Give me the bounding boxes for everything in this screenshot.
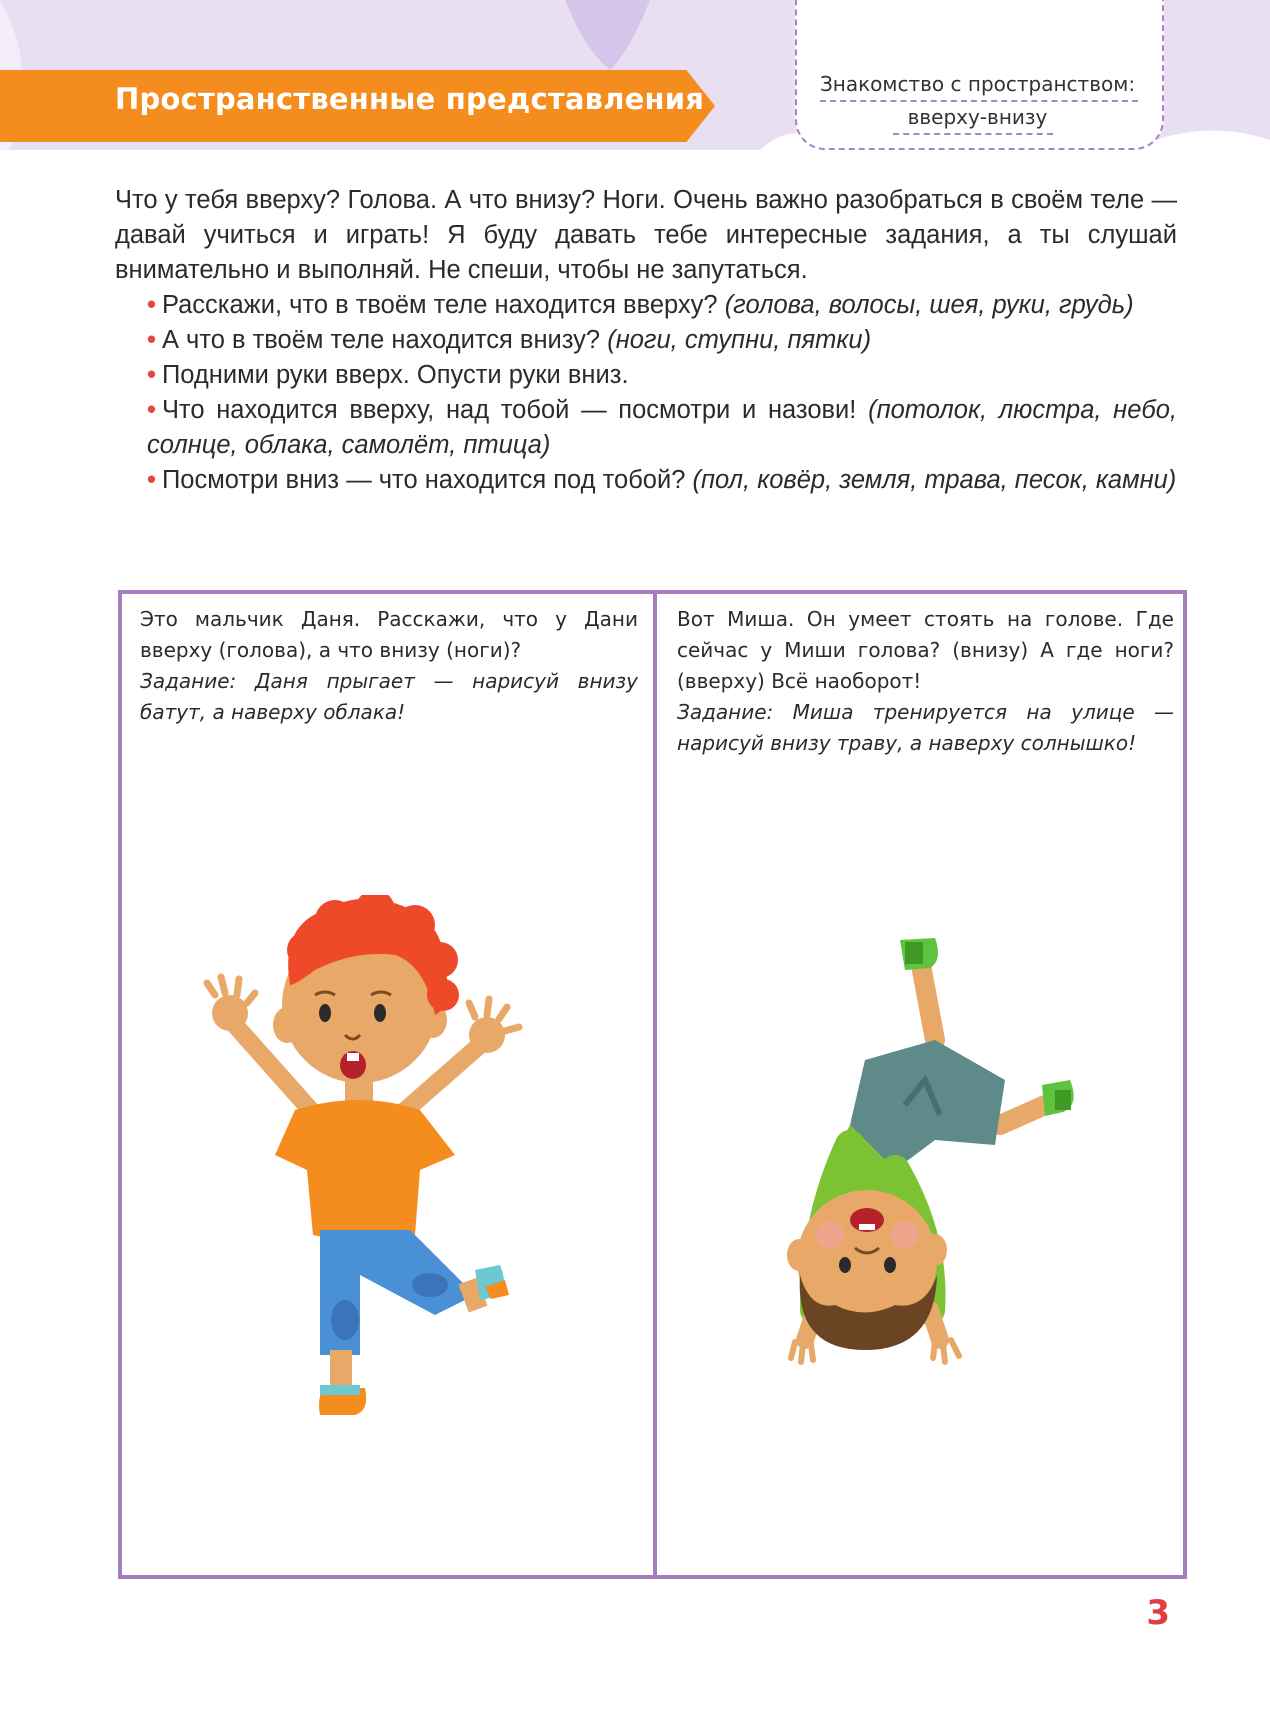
page-number: 3 bbox=[1146, 1593, 1170, 1633]
bullet-icon: • bbox=[147, 291, 156, 319]
bullet-icon: • bbox=[147, 466, 156, 494]
list-item: • Подними руки вверх. Опусти руки вниз. bbox=[147, 361, 629, 389]
topic-underline-1 bbox=[820, 100, 1138, 102]
bullet-icon: • bbox=[147, 361, 156, 389]
bullet-icon: • bbox=[147, 396, 156, 424]
bullet-icon: • bbox=[147, 326, 156, 354]
list-item: • Что находится вверху, над тобой — посмотри и назови! (потолок, люстра, небо, солнце, облака, самолёт, птица) bbox=[147, 396, 1177, 459]
list-item: • Посмотри вниз — что находится под тобой? (пол, ковёр, земля, трава, песок, камни) bbox=[147, 466, 1177, 494]
boy-jumping-illustration bbox=[195, 895, 565, 1455]
right-panel-task: Задание: Миша тренируется на улице — нарисуй внизу траву, а наверху солнышко! bbox=[677, 700, 1174, 755]
section-title: Пространственные представления bbox=[115, 82, 705, 116]
intro-paragraph: Что у тебя вверху? Голова. А что внизу? Ноги. Очень важно разобраться в своём теле — давай учиться и играть! Я буду давать тебе интересные задания, а ты слушай внимательно и выполняй. Не спеши, чтобы не запутаться. bbox=[115, 186, 1177, 284]
topic-underline-2 bbox=[893, 133, 1053, 135]
left-panel-text: Это мальчик Даня. Расскажи, что у Дани вверху (голова), а что внизу (ноги)? Задание: Даня прыгает — нарисуй внизу батут, а наверху облака! bbox=[140, 604, 638, 728]
boy-handstand-illustration bbox=[755, 930, 1135, 1450]
intro-block bbox=[115, 183, 1177, 498]
panel-divider bbox=[653, 590, 657, 1579]
left-panel-task: Задание: Даня прыгает — нарисуй внизу батут, а наверху облака! bbox=[140, 669, 638, 724]
topic-line-1: Знакомство с пространством: bbox=[819, 72, 1136, 96]
topic-line-2: вверху-внизу bbox=[907, 105, 1048, 129]
list-item: • А что в твоём теле находится внизу? (ноги, ступни, пятки) bbox=[147, 326, 872, 354]
right-panel-text: Вот Миша. Он умеет стоять на голове. Где сейчас у Миши голова? (внизу) А где ноги? (вверху) Всё наоборот! Задание: Миша тренируется на улице — нарисуй внизу траву, а наверху солнышко! bbox=[677, 604, 1174, 759]
list-item: • Расскажи, что в твоём теле находится вверху? (голова, волосы, шея, руки, грудь) bbox=[147, 291, 1134, 319]
